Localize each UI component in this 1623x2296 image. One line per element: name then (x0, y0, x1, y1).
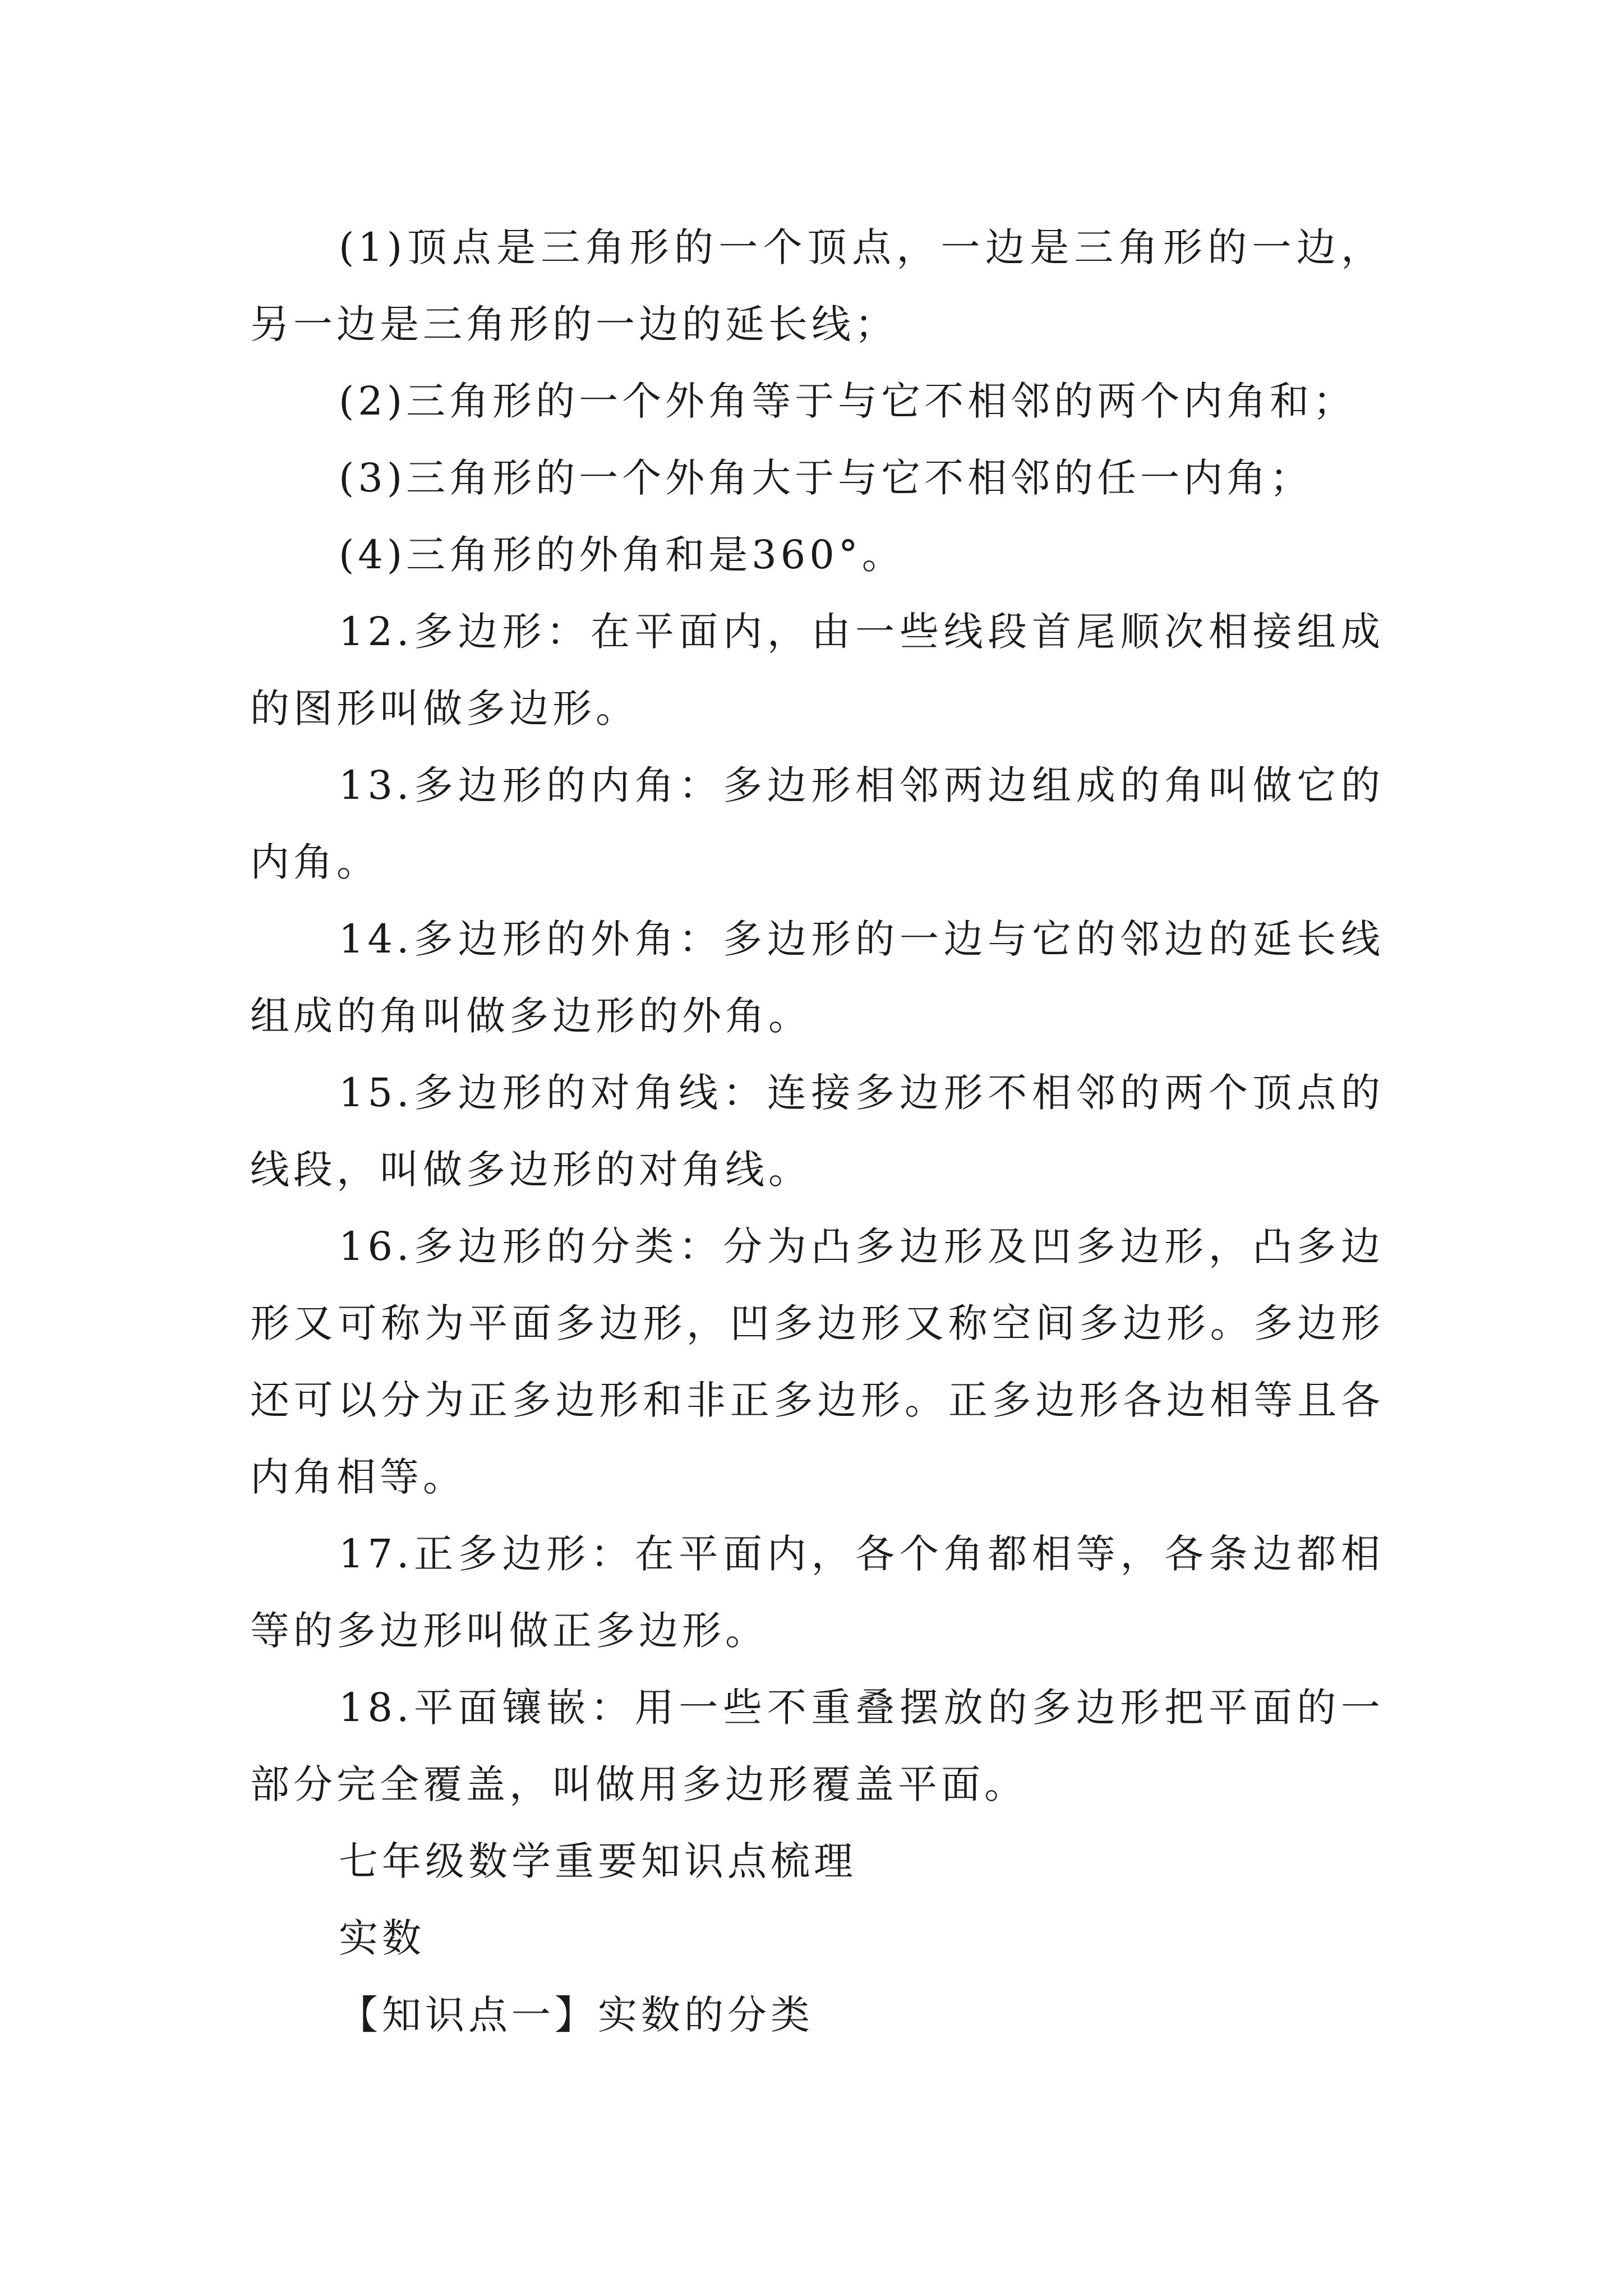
paragraph-item-13 (250, 747, 1384, 901)
paragraph-item-18 (250, 1669, 1384, 1823)
text-line: 等的多边形叫做正多边形。 (250, 1608, 768, 1654)
paragraph-exterior-angle-properties-1 (250, 209, 1384, 363)
text-line: 内角。 (250, 839, 380, 885)
text-line: (3)三角形的一个外角大于与它不相邻的任一内角； (339, 455, 1313, 501)
paragraph-exterior-angle-properties-2 (250, 363, 1384, 440)
text-line: (2)三角形的一个外角等于与它不相邻的两个内角和； (339, 378, 1357, 424)
paragraph-exterior-angle-properties-4 (250, 517, 1384, 593)
section-heading-block (250, 1977, 1384, 2054)
text-line: 12.多边形：在平面内，由一些线段首尾顺次相接组成 (339, 609, 1384, 655)
paragraph-item-14 (250, 901, 1384, 1055)
text-line: 15.多边形的对角线：连接多边形不相邻的两个顶点的 (339, 1070, 1384, 1116)
text-line: 内角相等。 (250, 1454, 466, 1500)
section-heading: 【知识点一】实数的分类 (339, 1992, 814, 2038)
paragraph-exterior-angle-properties-3 (250, 440, 1384, 517)
title-heading: 七年级数学重要知识点梳理 (339, 1838, 857, 1884)
text-line: 13.多边形的内角：多边形相邻两边组成的角叫做它的 (339, 762, 1384, 808)
paragraph-item-12 (250, 593, 1384, 747)
paragraph-item-17 (250, 1516, 1384, 1669)
document-body (250, 209, 1384, 2054)
text-line: 部分完全覆盖，叫做用多边形覆盖平面。 (250, 1761, 1027, 1807)
text-line: 还可以分为正多边形和非正多边形。正多边形各边相等且各 (250, 1377, 1384, 1423)
paragraph-item-15 (250, 1055, 1384, 1208)
chapter-heading-block (250, 1900, 1384, 1977)
text-line: 的图形叫做多边形。 (250, 685, 639, 731)
chapter-heading: 实数 (339, 1915, 425, 1961)
text-line: 线段，叫做多边形的对角线。 (250, 1147, 811, 1193)
text-line: 18.平面镶嵌：用一些不重叠摆放的多边形把平面的一 (339, 1685, 1384, 1731)
text-line: 16.多边形的分类：分为凸多边形及凹多边形，凸多边 (339, 1223, 1384, 1269)
text-line: 17.正多边形：在平面内，各个角都相等，各条边都相 (339, 1531, 1384, 1577)
text-line: (1)顶点是三角形的一个顶点，一边是三角形的一边， (339, 224, 1384, 270)
text-line: 形又可称为平面多边形，凹多边形又称空间多边形。多边形 (250, 1300, 1384, 1346)
text-line: 14.多边形的外角：多边形的一边与它的邻边的延长线 (339, 916, 1384, 962)
text-line: 组成的角叫做多边形的外角。 (250, 993, 811, 1039)
text-line: 另一边是三角形的一边的延长线； (250, 301, 898, 347)
text-line: (4)三角形的外角和是360°。 (339, 532, 905, 578)
document-title (250, 1823, 1384, 1900)
paragraph-item-16 (250, 1208, 1384, 1516)
